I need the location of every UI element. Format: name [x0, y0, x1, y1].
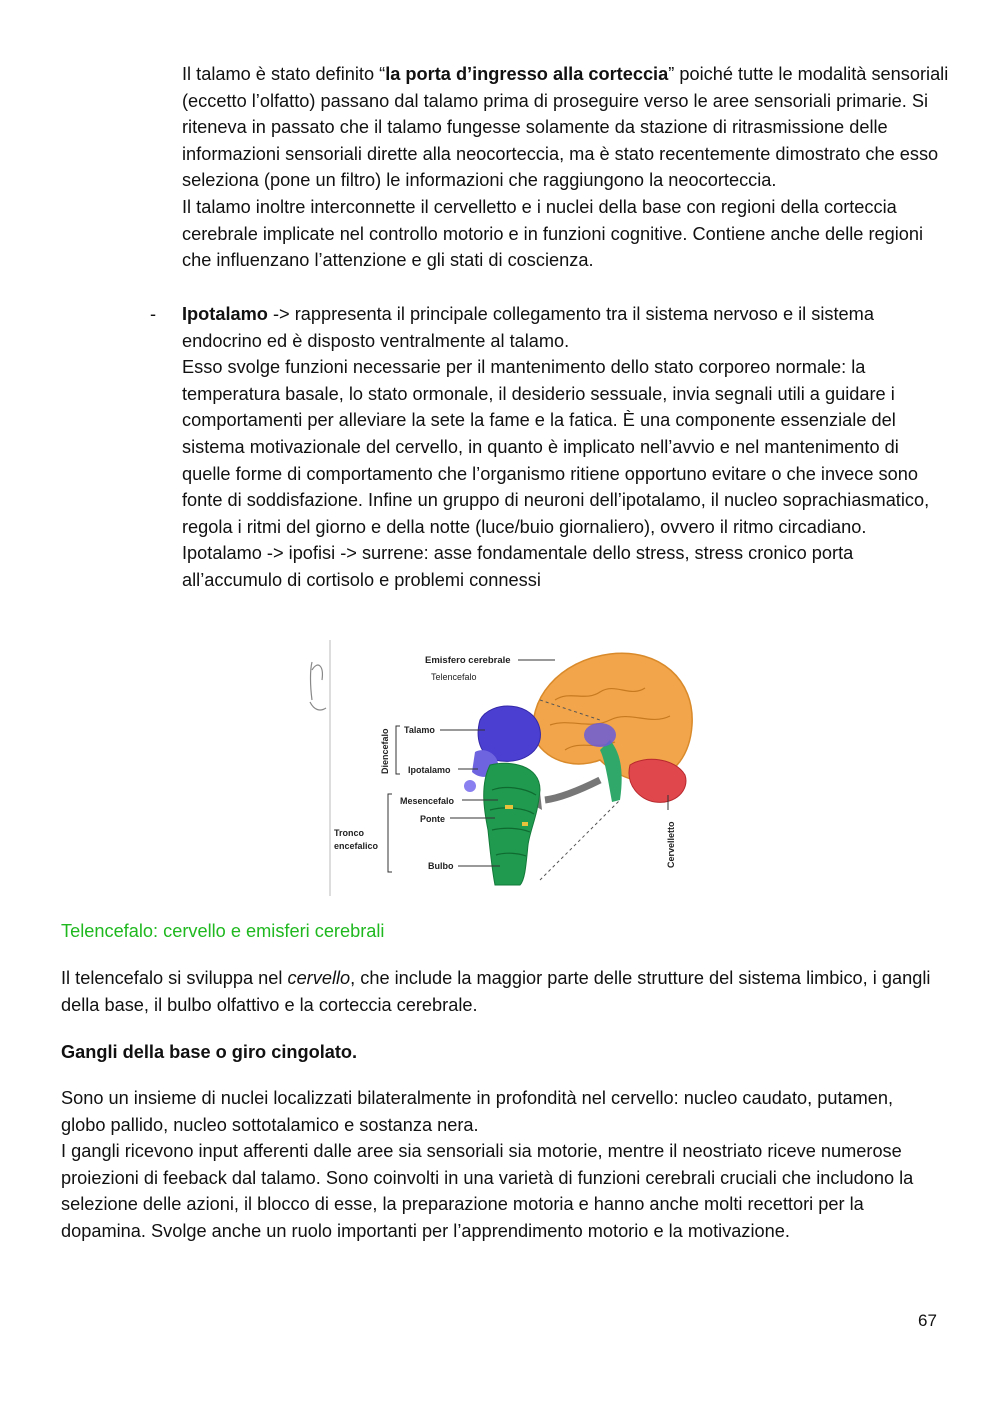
hypothalamus-term: Ipotalamo — [182, 304, 268, 324]
hypothalamus-paragraph-1: Ipotalamo -> rappresenta il principale collegamento tra il sistema nervoso e il sistema endocrino ed è disposto ventralmente al talamo. — [182, 304, 874, 351]
thalamus-bold-phrase: la porta d’ingresso alla corteccia — [385, 64, 669, 84]
label-tronco: Tronco — [334, 828, 365, 838]
brainstem-shape — [484, 763, 540, 885]
page-number: 67 — [918, 1311, 937, 1330]
thalamus-paragraph-2: Il talamo inoltre interconnette il cervelletto e i nuclei della base con regioni della corteccia cerebrale implicate nel controllo motorio e in funzioni cognitive. Contiene anche delle regioni che influenzano l’attenzione e gli stati di coscienza. — [182, 196, 924, 271]
thalamus-section — [182, 61, 952, 274]
hypothalamus-paragraph-3: Ipotalamo -> ipofisi -> surrene: asse fondamentale dello stress, stress cronico porta all’accumulo di cortisolo e problemi connessi — [182, 543, 854, 590]
telencefalo-intro: Il telencefalo si sviluppa nel cervello, che include la maggior parte delle strutture del sistema limbico, i gangli della base, il bulbo olfattivo e la corteccia cerebrale. — [61, 968, 931, 1015]
zoom-arrow — [545, 780, 600, 800]
label-telencefalo: Telencefalo — [431, 672, 477, 682]
hypothalamus-paragraph-2: Esso svolge funzioni necessarie per il mantenimento dello stato corporeo normale: la temperatura basale, lo stato ormonale, il desiderio sessuale, invia segnali utili a guidare i comportamenti per alleviare la sete la fame e la fatica. È una componente essenziale del sistema motivazionale del cervello, in quanto è implicato nell’avvio e nel mantenimento di quelle forme di comportamento che l’organismo ritiene opportuno evitare o che invece sono fonte di soddisfazione. Infine un gruppo di neuroni dell’ipotalamo, il nucleo soprachiasmatico, regola i ritmi del giorno e della notte (luce/buio giornaliero), ovvero il ritmo circadiano. — [182, 357, 930, 537]
label-talamo: Talamo — [404, 725, 435, 735]
basal-ganglia-section — [61, 1085, 941, 1245]
label-ipotalamo: Ipotalamo — [408, 765, 451, 775]
hypothalamus-section — [182, 301, 952, 594]
subheading: Gangli della base o giro cingolato. — [61, 1042, 358, 1062]
label-encefalico: encefalico — [334, 841, 379, 851]
label-emisfero-cerebrale: Emisfero cerebrale — [425, 655, 511, 666]
thalamus-paragraph-1: Il talamo è stato definito “la porta d’ingresso alla corteccia” poiché tutte le modalità sensoriali (eccetto l’olfatto) passano dal talamo prima di proseguire verso le aree sensoriali primarie. Si riteneva in passato che il talamo fungesse solamente da stazione di ritrasmissione delle informazioni sensoriali dirette alla neocorteccia, ma è stato recentemente dimostrato che esso seleziona (pone un filtro) le informazioni che raggiungono la neocorteccia. — [182, 64, 949, 191]
handwriting-mark — [310, 662, 326, 710]
basal-ganglia-paragraph-2: I gangli ricevono input afferenti dalle aree sia sensoriali sia motorie, mentre il neostriato riceve numerose proiezioni di feeback dal talamo. Sono coinvolti in una varietà di funzioni cerebrali cruciali che includono la selezione delle azioni, il blocco di esse, la preparazione motoria e hanno anche molti recettori per la dopamina. Svolge anche un ruolo importanti per l’apprendimento motorio e la motivazione. — [61, 1141, 914, 1241]
label-mesencefalo: Mesencefalo — [400, 796, 455, 806]
label-diencefalo: Diencefalo — [380, 728, 390, 774]
basal-ganglia-paragraph-1: Sono un insieme di nuclei localizzati bilateralmente in profondità nel cervello: nucleo caudato, putamen, globo pallido, nucleo sottotalamico e sostanza nera. — [61, 1088, 894, 1135]
bullet-dash: - — [150, 304, 157, 324]
intro-italic-term: cervello — [287, 968, 351, 988]
label-ponte: Ponte — [420, 814, 446, 824]
brain-anatomy-figure — [300, 640, 700, 900]
section-heading: Telencefalo: cervello e emisferi cerebrali — [61, 921, 385, 941]
cerebellum — [629, 759, 686, 802]
label-bulbo: Bulbo — [428, 861, 454, 871]
label-cervelletto: Cervelletto — [666, 821, 676, 868]
